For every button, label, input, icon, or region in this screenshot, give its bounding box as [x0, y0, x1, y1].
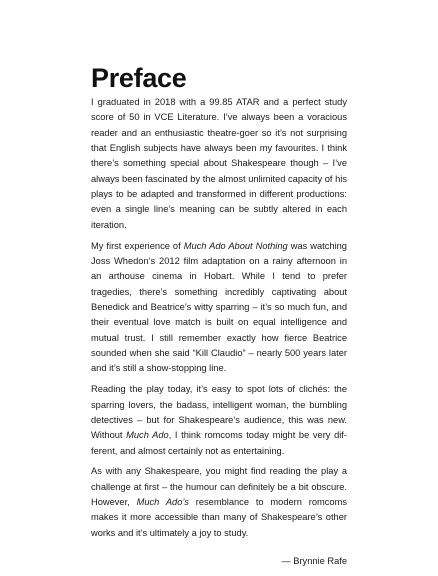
text-run: was watching Joss Whedon’s 2012 film adaptation on a rainy afternoon in an arthouse cinema in Hobart. While I tend to prefer tragedies, there’s something incredibly captivating about Benedick and Beatrice’s witty sparring – it’s so much fun, and their eventual love match is built on equal intelligence and mutual trust. I still remember exactly how fierce Beatrice sounded when she said “Kill Claudio” – nearly 500 years later and it’s still a show-stopping line. — [91, 240, 347, 374]
paragraph — [91, 382, 347, 459]
italic-title: Much Ado’s — [136, 497, 189, 508]
italic-title: Much Ado About Nothing — [183, 240, 288, 251]
text-run: resemblance to modern romcoms makes it more accessible than many of Shakespeare’s other works and it’s ultimately a joy to study. — [91, 497, 347, 538]
text-run: I graduated in 2018 with a 99.85 ATAR and a perfect study score of 50 in VCE Literature. I’ve always been a voracious reader and an enthusiastic theatre-goer so it’s not surprising that English subjects have always been my favourites. I think there’s something special about Shakespeare though – I’ve always been fascinated by the almost unlimited capacity of his plays to be adapted and transformed in different productions: even a single line’s meaning can be subtly altered in each iteration. — [91, 97, 347, 230]
paragraph — [91, 95, 347, 233]
author-signature: — Brynnie Rafe — [281, 556, 347, 567]
paragraph — [91, 239, 347, 377]
page-title: Preface — [91, 63, 187, 93]
text-run: My first experience of — [91, 240, 184, 251]
italic-title: Much Ado — [126, 430, 169, 441]
text-run: As with any Shakespeare, you might find reading the play a challenge at first – the humour can definitely be a bit obscure. However, — [91, 466, 347, 508]
preface-page — [91, 62, 347, 569]
text-run: Reading the play today, it’s easy to spot lots of clichés: the sparring lovers, the badass, intelligent woman, the bumbling detectives – but for Shakespeare’s audience, this was new. Without — [91, 384, 347, 441]
text-run: , I think romcoms today might be very different, and almost certainly not as entertaining. — [91, 430, 348, 456]
paragraph — [91, 464, 347, 541]
